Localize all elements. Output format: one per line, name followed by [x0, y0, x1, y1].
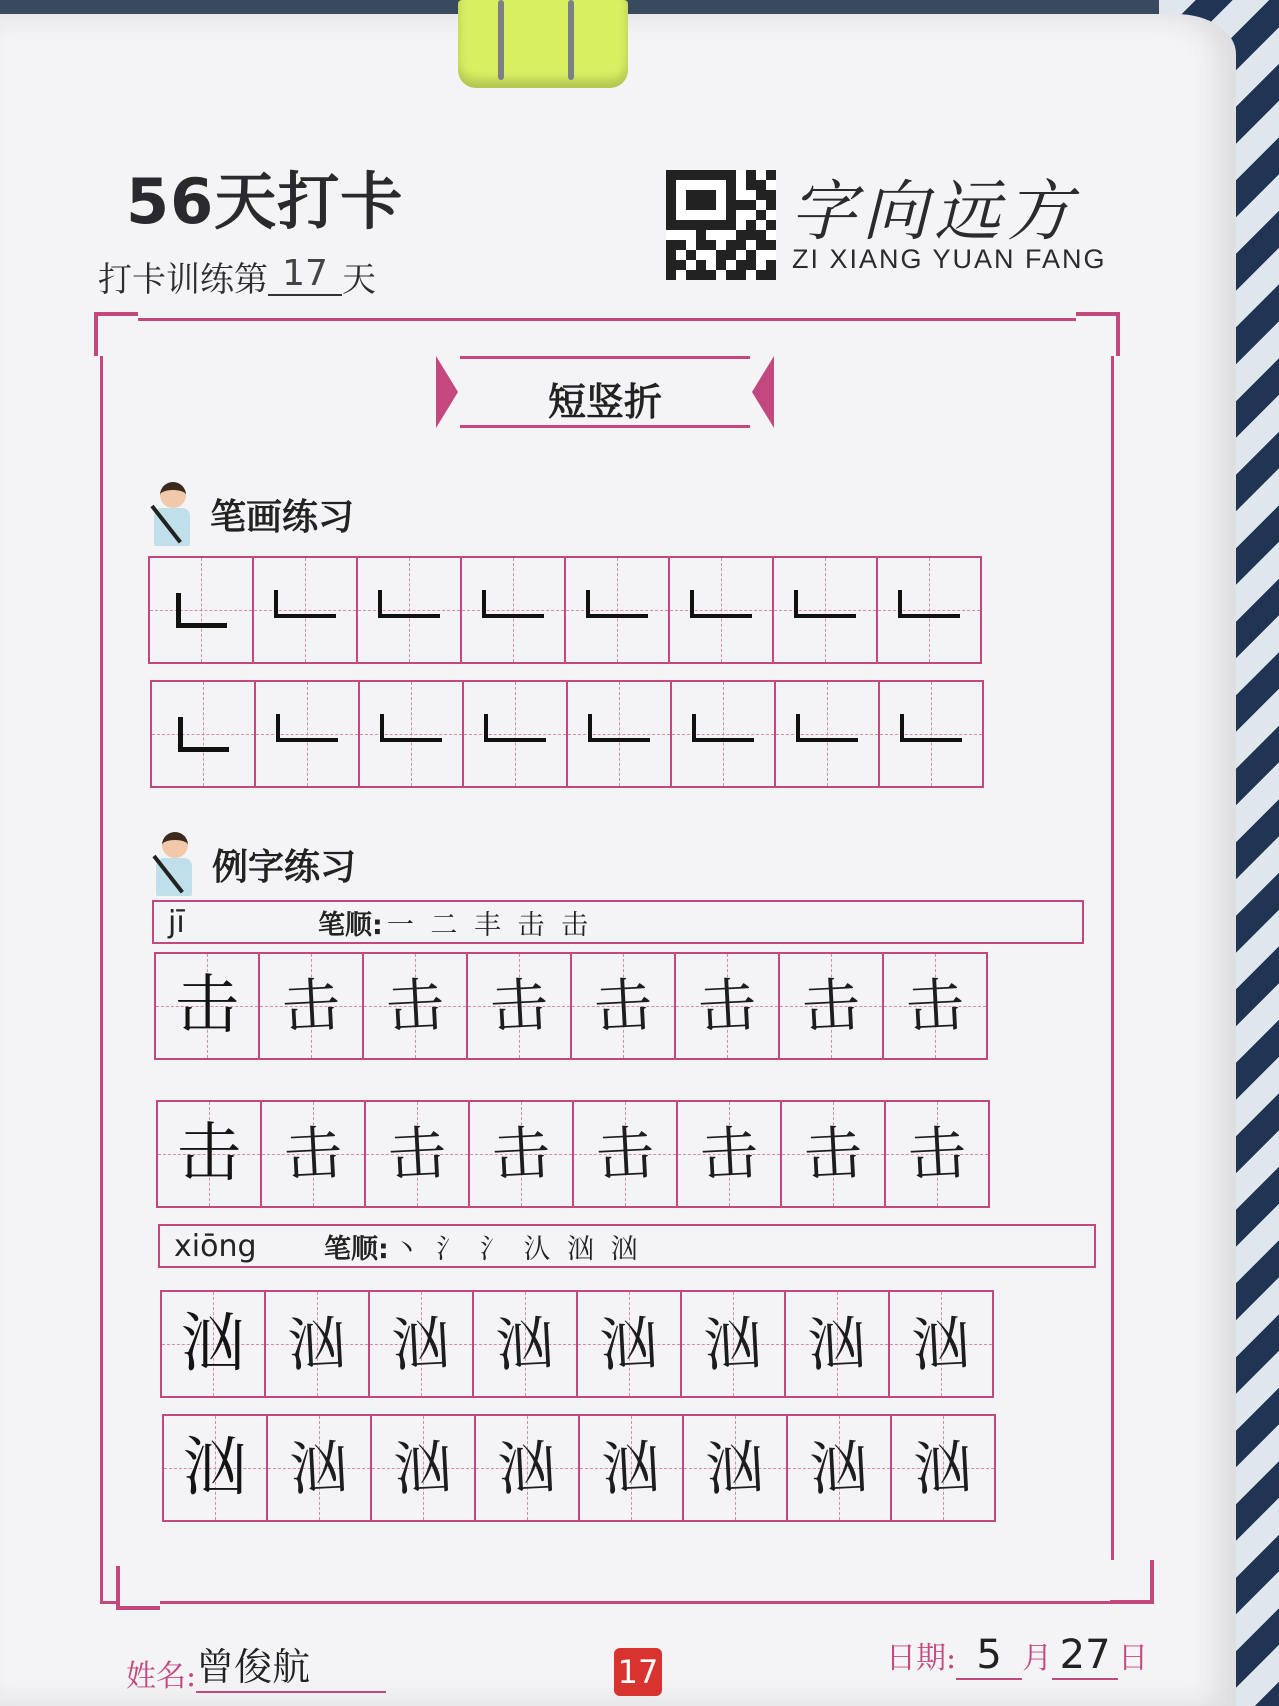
practice-cell — [670, 680, 776, 788]
practice-cell — [460, 556, 566, 664]
model-character: 汹 — [183, 1431, 247, 1505]
practice-cell — [266, 1414, 372, 1522]
name-label: 姓名: — [126, 1659, 197, 1694]
handwritten-character: 击 — [594, 1118, 656, 1190]
handwritten-stroke — [276, 714, 338, 742]
section-label: 例字练习 — [212, 846, 357, 888]
handwritten-character: 击 — [280, 970, 342, 1042]
practice-cell — [264, 1290, 370, 1398]
practice-cell — [150, 680, 256, 788]
checkin-suffix: 天 — [342, 260, 376, 300]
page-title: 56天打卡 — [126, 165, 404, 238]
handwritten-character: 击 — [282, 1118, 344, 1190]
pinyin: xiōng — [174, 1228, 257, 1264]
handwritten-character: 击 — [592, 970, 654, 1042]
date-day: 27 — [1052, 1632, 1118, 1680]
model-character: 击 — [177, 1117, 241, 1191]
handwritten-character: 汹 — [910, 1308, 972, 1380]
clip-body — [458, 0, 628, 88]
practice-cell — [884, 1100, 990, 1208]
handwritten-character: 汹 — [704, 1432, 766, 1504]
pinyin: jī — [168, 904, 185, 940]
practice-cell — [160, 1290, 266, 1398]
practice-cell — [572, 1100, 678, 1208]
handwritten-character: 击 — [384, 970, 446, 1042]
handwritten-stroke — [586, 590, 648, 618]
page-number-badge: 17 — [614, 1648, 662, 1696]
handwritten-stroke — [380, 714, 442, 742]
practice-cell — [462, 680, 568, 788]
practice-cell — [774, 680, 880, 788]
practice-cell — [156, 1100, 262, 1208]
banner-ribbon-end — [436, 356, 458, 428]
date-field — [886, 1632, 1148, 1680]
handwritten-character: 汹 — [598, 1308, 660, 1380]
handwritten-character: 汹 — [600, 1432, 662, 1504]
checkin-line — [98, 252, 376, 302]
handwritten-character: 汹 — [496, 1432, 558, 1504]
practice-cell — [370, 1414, 476, 1522]
stroke-name: 短竖折 — [547, 380, 662, 424]
practice-cell — [778, 952, 884, 1060]
practice-cell — [878, 680, 984, 788]
handwritten-stroke — [692, 714, 754, 742]
checkin-prefix: 打卡训练第 — [98, 260, 268, 300]
handwritten-character: 击 — [696, 970, 758, 1042]
practice-cell — [882, 952, 988, 1060]
handwritten-stroke — [690, 590, 752, 618]
binder-clip — [458, 0, 628, 92]
handwritten-stroke — [588, 714, 650, 742]
practice-cell — [368, 1290, 474, 1398]
stroke-order: 一 二 丰 击 击 — [386, 909, 593, 941]
clip-wire — [568, 0, 574, 80]
stroke-order: 丶 氵 氵 汄 汹 汹 — [392, 1233, 642, 1265]
clip-wire — [498, 0, 504, 80]
stroke-order-label: 笔顺: — [318, 909, 383, 941]
practice-cell — [258, 952, 364, 1060]
model-stroke — [176, 593, 227, 628]
character-grid-row — [156, 1100, 990, 1208]
month-label: 月 — [1022, 1641, 1053, 1676]
practice-cell — [780, 1100, 886, 1208]
practice-cell — [566, 680, 672, 788]
practice-cell — [260, 1100, 366, 1208]
handwritten-character: 击 — [386, 1118, 448, 1190]
character-grid-row — [160, 1290, 994, 1398]
practice-cell — [148, 556, 254, 664]
qr-code-icon — [666, 170, 776, 280]
handwritten-character: 击 — [800, 970, 862, 1042]
handwritten-character: 汹 — [286, 1308, 348, 1380]
practice-cell — [564, 556, 670, 664]
handwritten-stroke — [796, 714, 858, 742]
handwritten-character: 汹 — [494, 1308, 556, 1380]
frame-corner-ornament — [1110, 1560, 1154, 1604]
practice-cell — [358, 680, 464, 788]
stroke-banner — [460, 356, 750, 428]
handwritten-character: 汹 — [806, 1308, 868, 1380]
handwritten-character: 汹 — [702, 1308, 764, 1380]
practice-cell — [356, 556, 462, 664]
practice-cell — [890, 1414, 996, 1522]
character-grid-row — [162, 1414, 996, 1522]
practice-cell — [876, 556, 982, 664]
handwritten-character: 汹 — [808, 1432, 870, 1504]
name-field — [126, 1642, 386, 1699]
practice-cell — [570, 952, 676, 1060]
stroke-order-label: 笔顺: — [324, 1233, 389, 1265]
handwritten-stroke — [900, 714, 962, 742]
handwritten-stroke — [794, 590, 856, 618]
model-character: 击 — [175, 969, 239, 1043]
day-label: 日 — [1118, 1641, 1149, 1676]
practice-cell — [578, 1414, 684, 1522]
handwritten-character: 击 — [802, 1118, 864, 1190]
handwritten-character: 击 — [488, 970, 550, 1042]
banner-ribbon-end — [752, 356, 774, 428]
stroke-grid-row — [150, 680, 984, 788]
date-label: 日期: — [886, 1641, 957, 1676]
handwritten-character: 击 — [906, 1118, 968, 1190]
brand-logo: 字向远方 — [790, 173, 1078, 250]
practice-cell — [162, 1414, 268, 1522]
model-stroke — [178, 717, 229, 752]
handwritten-character: 汹 — [390, 1308, 452, 1380]
practice-cell — [888, 1290, 994, 1398]
handwritten-stroke — [274, 590, 336, 618]
scholar-icon — [146, 482, 204, 546]
handwritten-character: 汹 — [392, 1432, 454, 1504]
section-label: 笔画练习 — [210, 496, 355, 538]
character-grid-row — [154, 952, 988, 1060]
frame-corner-ornament — [116, 1566, 160, 1610]
practice-cell — [786, 1414, 892, 1522]
handwritten-character: 汹 — [912, 1432, 974, 1504]
practice-cell — [668, 556, 774, 664]
handwritten-stroke — [484, 714, 546, 742]
name-signature: 曾俊航 — [196, 1636, 386, 1693]
handwritten-stroke — [898, 590, 960, 618]
practice-cell — [252, 556, 358, 664]
practice-cell — [472, 1290, 578, 1398]
stroke-grid-row — [148, 556, 982, 664]
example-practice-heading — [148, 832, 356, 896]
brand-pinyin: ZI XIANG YUAN FANG — [792, 244, 1107, 274]
handwritten-character: 击 — [490, 1118, 552, 1190]
practice-cell — [466, 952, 572, 1060]
practice-cell — [674, 952, 780, 1060]
practice-cell — [682, 1414, 788, 1522]
date-month: 5 — [956, 1632, 1022, 1680]
frame-corner-ornament — [94, 312, 138, 356]
practice-cell — [576, 1290, 682, 1398]
practice-cell — [474, 1414, 580, 1522]
handwritten-stroke — [378, 590, 440, 618]
handwritten-character: 击 — [904, 970, 966, 1042]
practice-cell — [364, 1100, 470, 1208]
character-info-row — [152, 900, 1084, 944]
practice-cell — [784, 1290, 890, 1398]
practice-cell — [676, 1100, 782, 1208]
model-character: 汹 — [181, 1307, 245, 1381]
practice-cell — [680, 1290, 786, 1398]
stroke-practice-heading — [146, 482, 354, 546]
practice-cell — [468, 1100, 574, 1208]
scholar-icon — [148, 832, 206, 896]
frame-corner-ornament — [1076, 312, 1120, 356]
handwritten-stroke — [482, 590, 544, 618]
checkin-day: 17 — [268, 253, 342, 296]
practice-cell — [772, 556, 878, 664]
practice-cell — [254, 680, 360, 788]
character-info-row — [158, 1224, 1096, 1268]
handwritten-character: 击 — [698, 1118, 760, 1190]
handwritten-character: 汹 — [288, 1432, 350, 1504]
practice-cell — [362, 952, 468, 1060]
practice-cell — [154, 952, 260, 1060]
